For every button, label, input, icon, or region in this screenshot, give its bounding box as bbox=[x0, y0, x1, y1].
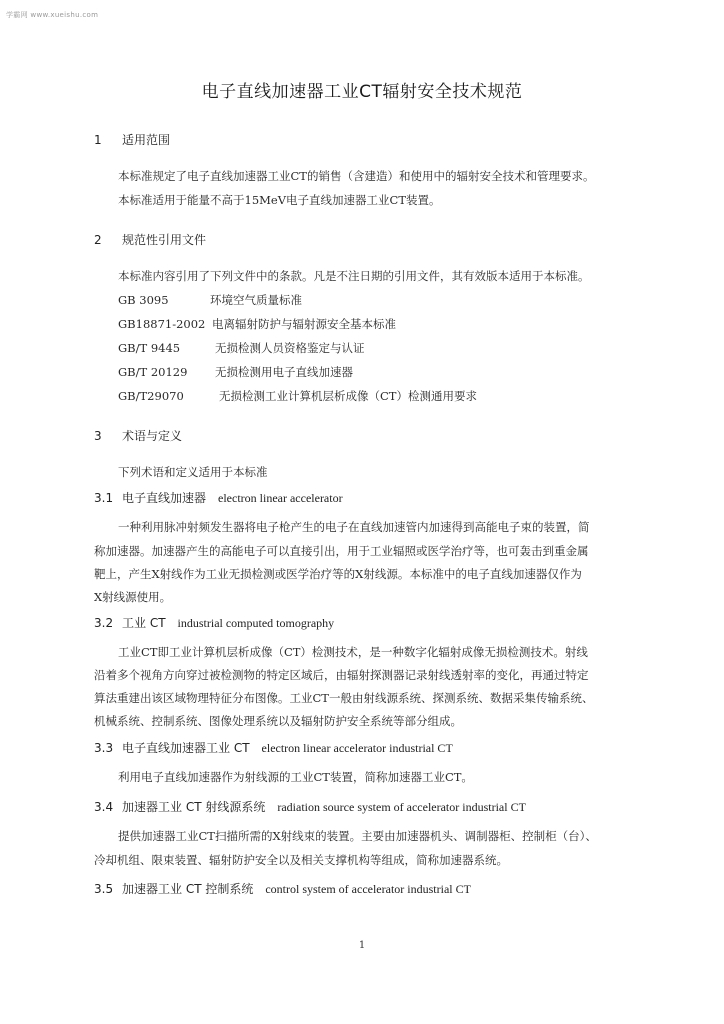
paragraph-line: 工业CT即工业计算机层析成像（CT）检测技术，是一种数字化辐射成像无损检测技术。射线 bbox=[118, 645, 588, 659]
term-en: industrial computed tomography bbox=[177, 616, 335, 630]
section-number: 2 bbox=[94, 233, 102, 247]
term-3-1-heading bbox=[94, 489, 343, 506]
term-zh: 加速器工业 CT 控制系统 bbox=[122, 882, 254, 896]
term-3-4-heading bbox=[94, 798, 526, 815]
term-number: 3.5 bbox=[94, 882, 114, 896]
reference-code: GB/T 20129 bbox=[118, 365, 188, 379]
reference-item bbox=[118, 340, 365, 356]
reference-name: 电离辐射防护与辐射源安全基本标准 bbox=[212, 317, 396, 331]
term-en: electron linear accelerator bbox=[218, 491, 343, 505]
term-3-5-heading bbox=[94, 880, 471, 897]
paragraph-line: 称加速器。加速器产生的高能电子可以直接引出，用于工业辐照或医学治疗等，也可轰击到重金属 bbox=[94, 544, 589, 558]
term-number: 3.4 bbox=[94, 800, 114, 814]
paragraph-line: 沿着多个视角方向穿过被检测物的特定区域后，由辐射探测器记录射线透射率的变化，再通过特定 bbox=[94, 668, 589, 682]
paragraph-line: 机械系统、控制系统、图像处理系统以及辐射防护安全系统等部分组成。 bbox=[94, 714, 462, 728]
page-number: 1 bbox=[358, 940, 366, 951]
paragraph-line: 冷却机组、限束装置、辐射防护安全以及相关支撑机构等组成，简称加速器系统。 bbox=[94, 853, 508, 867]
reference-code: GB18871-2002 bbox=[118, 317, 206, 331]
reference-item bbox=[118, 316, 396, 332]
section-2-heading bbox=[94, 231, 206, 248]
paragraph-line: 算法重建出该区域物理特征分布图像。工业CT一般由射线源系统、探测系统、数据采集传输系统、 bbox=[94, 691, 594, 705]
paragraph: 下列术语和定义适用于本标准 bbox=[118, 465, 268, 479]
paragraph-line: X射线源使用。 bbox=[94, 590, 172, 604]
reference-code: GB 3095 bbox=[118, 293, 169, 307]
paragraph-line: 提供加速器工业CT扫描所需的X射线束的装置。主要由加速器机头、调制器柜、控制柜（台）、 bbox=[118, 829, 597, 843]
watermark: 学霸网 www.xueishu.com bbox=[6, 11, 99, 19]
document-title: 电子直线加速器工业CT辐射安全技术规范 bbox=[201, 82, 523, 102]
reference-name: 无损检测人员资格鉴定与认证 bbox=[215, 341, 365, 355]
term-en: radiation source system of accelerator industrial CT bbox=[277, 800, 526, 814]
paragraph-line: 利用电子直线加速器作为射线源的工业CT装置，简称加速器工业CT。 bbox=[118, 770, 473, 784]
reference-name: 环境空气质量标准 bbox=[210, 293, 302, 307]
term-number: 3.3 bbox=[94, 741, 114, 755]
reference-item bbox=[118, 388, 477, 404]
term-zh: 电子直线加速器 bbox=[122, 491, 207, 505]
term-zh: 加速器工业 CT 射线源系统 bbox=[122, 800, 266, 814]
term-number: 3.2 bbox=[94, 616, 114, 630]
section-title: 适用范围 bbox=[122, 133, 171, 147]
section-number: 1 bbox=[94, 133, 102, 147]
section-1-heading bbox=[94, 131, 170, 148]
paragraph-line: 靶上，产生X射线作为工业无损检测或医学治疗等的X射线源。本标准中的电子直线加速器仅作为 bbox=[94, 567, 582, 581]
term-en: electron linear accelerator industrial CT bbox=[261, 741, 453, 755]
term-3-3-heading bbox=[94, 739, 453, 756]
term-zh: 电子直线加速器工业 CT bbox=[122, 741, 250, 755]
term-zh: 工业 CT bbox=[122, 616, 166, 630]
reference-code: GB/T29070 bbox=[118, 389, 184, 403]
section-title: 术语与定义 bbox=[122, 429, 183, 443]
section-3-heading bbox=[94, 427, 182, 444]
reference-item bbox=[118, 292, 302, 308]
term-en: control system of accelerator industrial CT bbox=[265, 882, 471, 896]
paragraph: 本标准内容引用了下列文件中的条款。凡是不注日期的引用文件，其有效版本适用于本标准。 bbox=[118, 269, 590, 283]
reference-name: 无损检测用电子直线加速器 bbox=[215, 365, 353, 379]
term-3-2-heading bbox=[94, 614, 334, 631]
reference-name: 无损检测工业计算机层析成像（CT）检测通用要求 bbox=[219, 389, 477, 403]
reference-item bbox=[118, 364, 353, 380]
term-number: 3.1 bbox=[94, 491, 114, 505]
reference-code: GB/T 9445 bbox=[118, 341, 181, 355]
paragraph: 本标准规定了电子直线加速器工业CT的销售（含建造）和使用中的辐射安全技术和管理要求。 bbox=[118, 169, 595, 183]
section-title: 规范性引用文件 bbox=[122, 233, 207, 247]
section-number: 3 bbox=[94, 429, 102, 443]
paragraph-line: 一种利用脉冲射频发生器将电子枪产生的电子在直线加速管内加速得到高能电子束的装置，简 bbox=[118, 520, 590, 534]
paragraph: 本标准适用于能量不高于15MeV电子直线加速器工业CT装置。 bbox=[118, 193, 441, 207]
